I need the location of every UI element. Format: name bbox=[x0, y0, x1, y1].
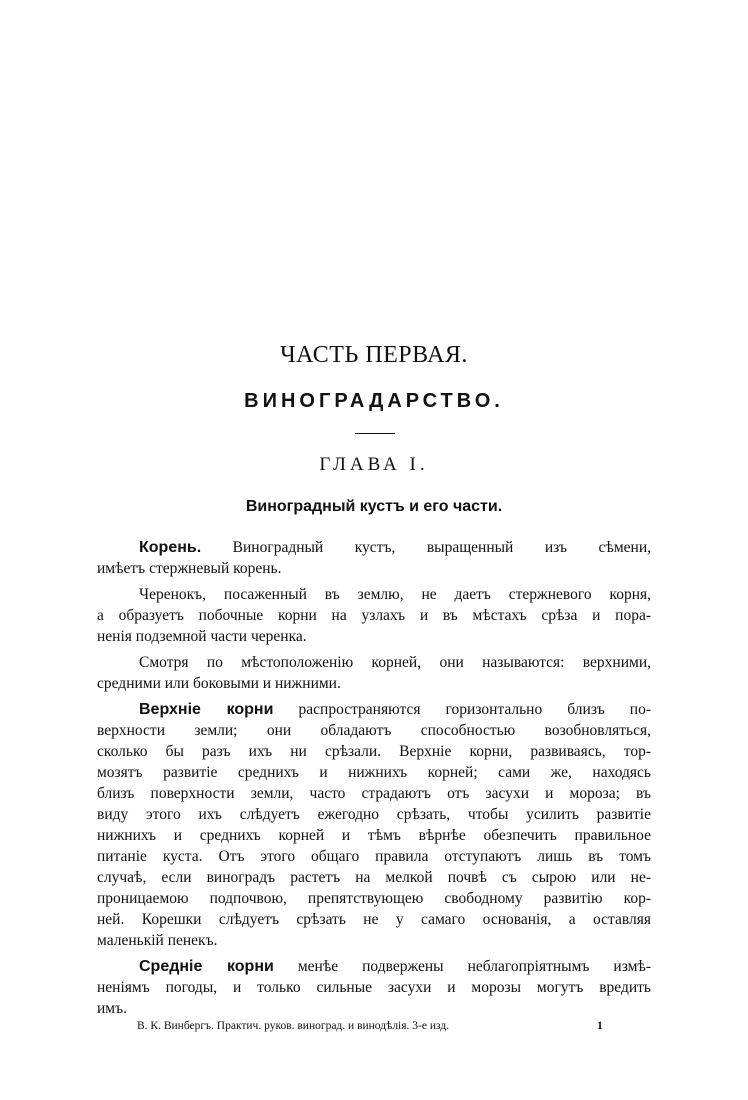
text-line: близъ поверхности земли, часто страдаютъ отъ засухи и мороза; въ bbox=[97, 785, 651, 802]
text-line: нижнихъ и среднихъ корней и тѣмъ вѣрнѣе обезпечить правильное bbox=[97, 827, 651, 844]
part-title: ЧАСТЬ ПЕРВАЯ. bbox=[280, 342, 468, 368]
paragraph bbox=[97, 652, 651, 694]
text-line: Смотря по мѣстоположенію корней, они называются: верхними, bbox=[139, 654, 651, 671]
text-line: средними или боковыми и нижними. bbox=[97, 675, 341, 692]
text-line: ней. Корешки слѣдуетъ срѣзать не у самаго основанія, а оставляя bbox=[97, 911, 651, 928]
divider-rule bbox=[355, 433, 395, 434]
text-line: верхности земли; они обладаютъ способностью возобновляться, bbox=[97, 722, 651, 739]
page-footer bbox=[97, 1018, 651, 1034]
line-text: Виноградный кустъ, выращенный изъ сѣмени, bbox=[201, 539, 651, 556]
text-line: питаніе куста. Отъ этого общаго правила отступаютъ лишь въ томъ bbox=[97, 848, 651, 865]
text-line: а образуетъ побочные корни на узлахъ и въ мѣстахъ срѣза и пора- bbox=[97, 607, 651, 624]
text-line: маленькій пенекъ. bbox=[97, 932, 218, 949]
paragraph-term: Средніе корни bbox=[139, 958, 274, 975]
line-text: распространяются горизонтально близъ по- bbox=[273, 701, 652, 718]
text-line: виду этого ихъ слѣдуетъ ежегодно срѣзать, чтобы усилить развитіе bbox=[97, 806, 651, 823]
text-line: проницаемою подпочвою, препятствующею свободному развитію кор- bbox=[97, 890, 651, 907]
page-number: 1 bbox=[597, 1020, 603, 1032]
line-text: менѣе подвержены неблагопріятнымъ измѣ- bbox=[273, 958, 651, 975]
text-line: ненія подземной части черенка. bbox=[97, 628, 307, 645]
text-line bbox=[97, 956, 651, 977]
text-line: случаѣ, если виноградъ растетъ на мелкой почвѣ съ сырою или не- bbox=[97, 869, 651, 886]
paragraph-term: Верхніе корни bbox=[139, 701, 274, 718]
paragraph bbox=[97, 584, 651, 647]
text-line: сколько бы разъ ихъ ни срѣзали. Верхніе корни, развиваясь, тор- bbox=[97, 743, 651, 760]
text-line bbox=[97, 699, 651, 720]
paragraph bbox=[97, 956, 651, 1019]
footer-citation: В. К. Винбергъ. Практич. руков. виноград. и винодѣлія. 3-е изд. bbox=[137, 1020, 450, 1032]
paragraph bbox=[97, 537, 651, 579]
text-line bbox=[97, 537, 651, 558]
text-line: мозятъ развитіе среднихъ и нижнихъ корней; сами же, находясь bbox=[97, 764, 651, 781]
text-line: имѣетъ стержневый корень. bbox=[97, 560, 282, 577]
chapter-title: ГЛАВА I. bbox=[319, 454, 429, 475]
body-text bbox=[97, 537, 651, 1019]
paragraph-term: Корень. bbox=[139, 539, 202, 556]
text-line: неніямъ погоды, и только сильные засухи и морозы могутъ вредить bbox=[97, 979, 651, 996]
paragraph bbox=[97, 699, 651, 951]
text-line: Черенокъ, посаженный въ землю, не даетъ стержневого корня, bbox=[139, 586, 651, 603]
part-subtitle: ВИНОГРАДАРСТВО. bbox=[244, 390, 504, 412]
section-title: Виноградный кустъ и его части. bbox=[245, 498, 503, 515]
text-line: имъ. bbox=[97, 1000, 127, 1017]
